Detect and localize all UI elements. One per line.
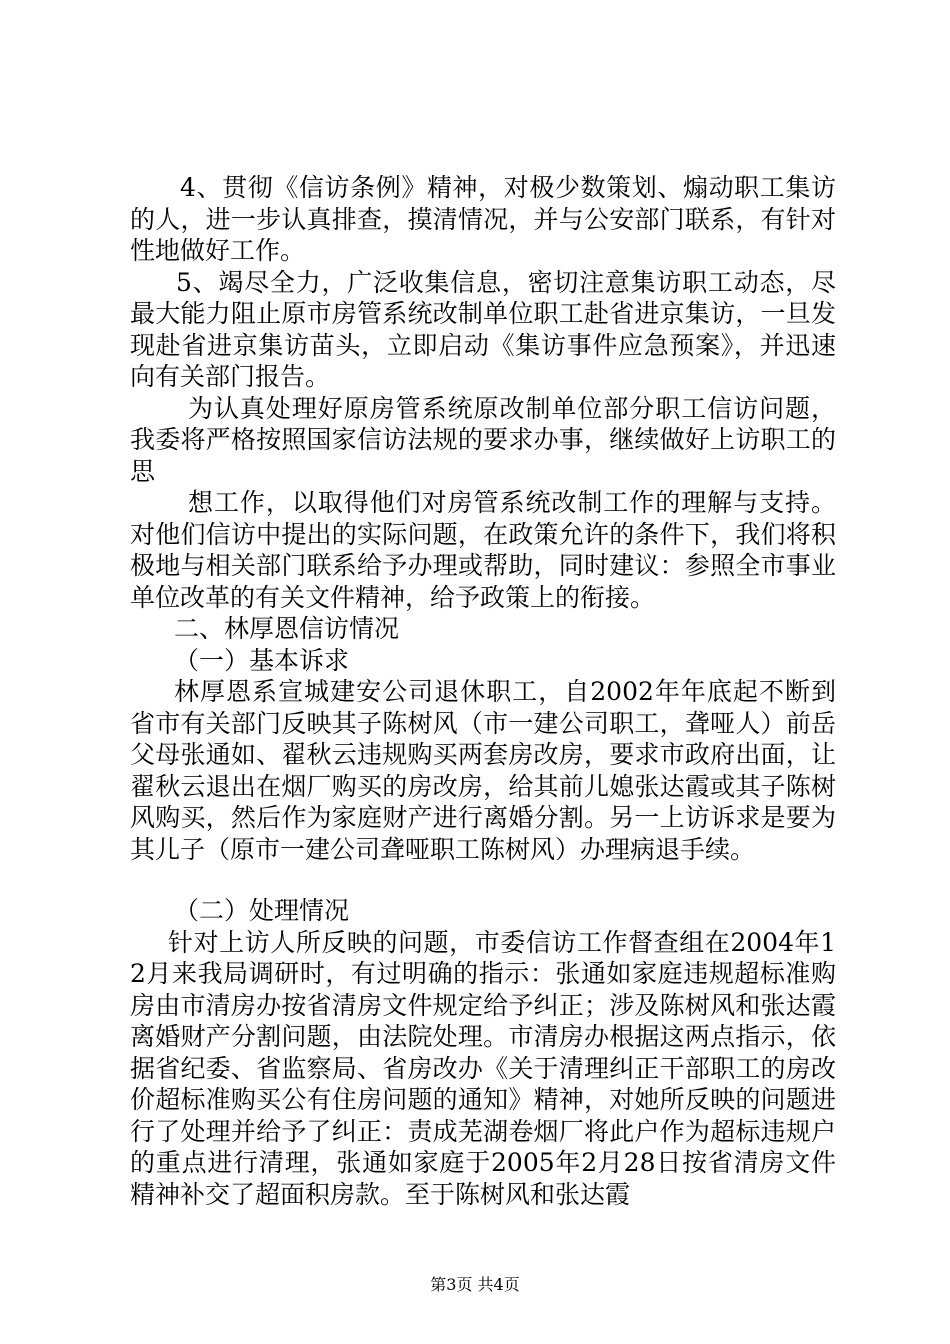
paragraph-commitment: 为认真处理好原房管系统原改制单位部分职工信访问题，我委将严格按照国家信访法规的要求办事，继续做好上访职工的思 <box>130 393 836 486</box>
subsection-heading-handling: （二）处理情况 <box>174 896 350 925</box>
subsection-heading-basic-demands: （一）基本诉求 <box>174 645 350 675</box>
paragraph-basic-demands: 林厚恩系宣城建安公司退休职工，自2002年年底起不断到省市有关部门反映其子陈树风（市一建公司职工，聋哑人）前岳父母张通如、翟秋云违规购买两套房改房，要求市政府出面，让翟秋云退出在烟厂购买的房改房，给其前儿媳张达霞或其子陈树风购买，然后作为家庭财产进行离婚分割。另一上访诉求是要为其儿子（原市一建公司聋哑职工陈树风）办理病退手续。 <box>130 677 836 864</box>
document-body <box>130 172 836 1210</box>
paragraph-commitment-continued: 想工作，以取得他们对房管系统改制工作的理解与支持。对他们信访中提出的实际问题，在政策允许的条件下，我们将积极地与相关部门联系给予办理或帮助，同时建议：参照全市事业单位改革的有关文件精神，给予政策上的衔接。 <box>130 488 836 612</box>
paragraph-handling: 针对上访人所反映的问题，市委信访工作督查组在2004年12月来我局调研时，有过明确的指示：张通如家庭违规超标准购房由市清房办按省清房文件规定给予纠正；涉及陈树风和张达霞离婚财产分割问题，由法院处理。市清房办根据这两点指示，依据省纪委、省监察局、省房改办《关于清理纠正干部职工的房改价超标准购买公有住房问题的通知》精神，对她所反映的问题进行了处理并给予了纠正：责成芜湖卷烟厂将此户作为超标违规户的重点进行清理，张通如家庭于2005年2月28日按省清房文件精神补交了超面积房款。至于陈树风和张达霞 <box>130 927 836 1209</box>
paragraph-item-4: 4、贯彻《信访条例》精神，对极少数策划、煽动职工集访的人，进一步认真排查，摸清情况，并与公安部门联系，有针对性地做好工作。 <box>130 173 836 265</box>
paragraph-spacer <box>130 865 836 895</box>
page-footer: 第3页 共4页 <box>430 1275 520 1294</box>
section-heading-lin-houen: 二、林厚恩信访情况 <box>174 614 400 643</box>
paragraph-item-5: 5、竭尽全力，广泛收集信息，密切注意集访职工动态，尽最大能力阻止原市房管系统改制单位职工赴省进京集访，一旦发现赴省进京集访苗头，立即启动《集访事件应急预案》，并迅速向有关部门报告。 <box>130 267 836 391</box>
